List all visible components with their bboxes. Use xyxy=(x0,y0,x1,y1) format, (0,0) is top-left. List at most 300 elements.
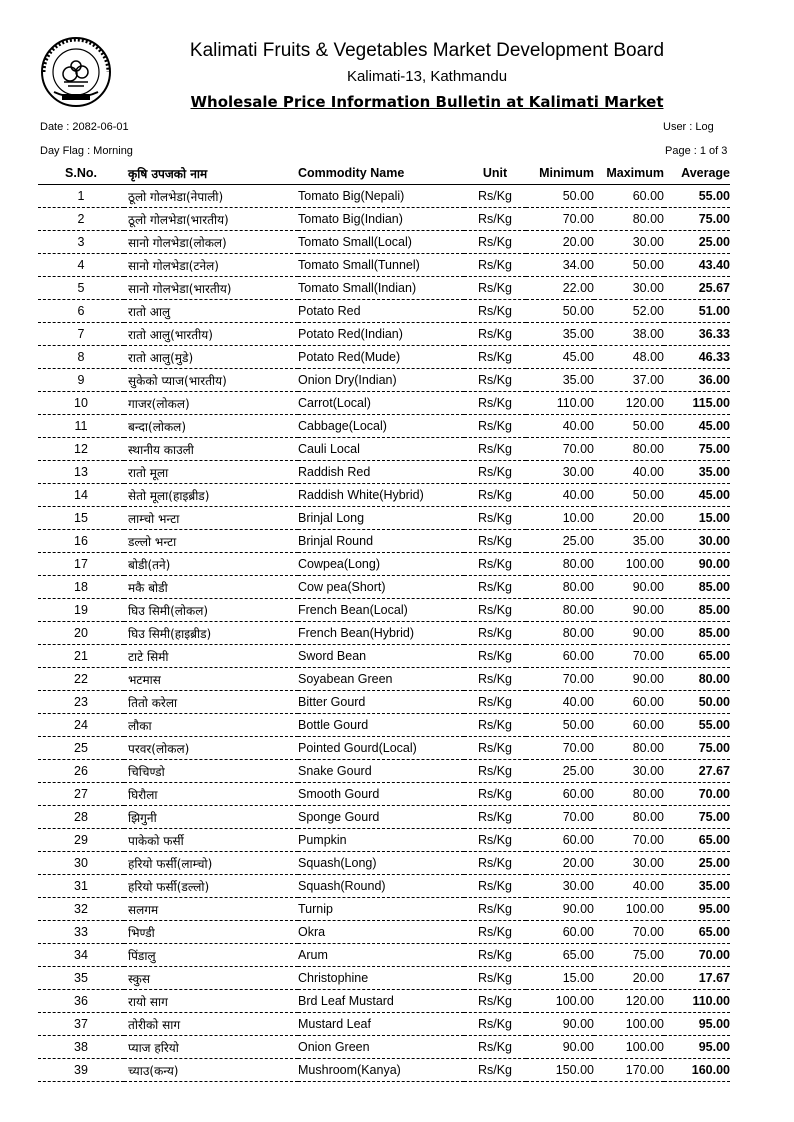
cell-commodity: Pointed Gourd(Local) xyxy=(298,737,464,760)
cell-maximum: 100.00 xyxy=(594,553,664,576)
cell-average: 25.00 xyxy=(664,852,730,875)
cell-maximum: 120.00 xyxy=(594,392,664,415)
table-row xyxy=(38,737,730,760)
cell-nepali-name: हरियो फर्सी(लाम्चो) xyxy=(124,852,298,875)
cell-minimum: 45.00 xyxy=(526,346,594,369)
cell-sno: 30 xyxy=(38,852,124,875)
table-row xyxy=(38,346,730,369)
table-row xyxy=(38,438,730,461)
cell-commodity: Cow pea(Short) xyxy=(298,576,464,599)
cell-nepali-name: रातो आलु(मुडे) xyxy=(124,346,298,369)
cell-maximum: 80.00 xyxy=(594,783,664,806)
cell-commodity: Raddish Red xyxy=(298,461,464,484)
cell-nepali-name: स्थानीय काउली xyxy=(124,438,298,461)
cell-minimum: 50.00 xyxy=(526,300,594,323)
cell-average: 25.00 xyxy=(664,231,730,254)
cell-average: 160.00 xyxy=(664,1059,730,1082)
cell-maximum: 75.00 xyxy=(594,944,664,967)
table-row xyxy=(38,231,730,254)
cell-nepali-name: पिंडालु xyxy=(124,944,298,967)
cell-maximum: 70.00 xyxy=(594,829,664,852)
cell-minimum: 90.00 xyxy=(526,898,594,921)
cell-nepali-name: ठूलो गोलभेडा(भारतीय) xyxy=(124,208,298,231)
cell-unit: Rs/Kg xyxy=(464,714,526,737)
cell-nepali-name: प्याज हरियो xyxy=(124,1036,298,1059)
cell-average: 75.00 xyxy=(664,438,730,461)
cell-average: 46.33 xyxy=(664,346,730,369)
cell-maximum: 80.00 xyxy=(594,737,664,760)
cell-commodity: Cowpea(Long) xyxy=(298,553,464,576)
table-row xyxy=(38,576,730,599)
cell-sno: 14 xyxy=(38,484,124,507)
cell-average: 70.00 xyxy=(664,783,730,806)
table-row xyxy=(38,530,730,553)
price-table xyxy=(38,162,730,1082)
day-flag: Day Flag : Morning xyxy=(40,145,133,157)
cell-sno: 33 xyxy=(38,921,124,944)
cell-commodity: Potato Red(Indian) xyxy=(298,323,464,346)
cell-sno: 3 xyxy=(38,231,124,254)
cell-unit: Rs/Kg xyxy=(464,553,526,576)
cell-maximum: 50.00 xyxy=(594,484,664,507)
cell-maximum: 100.00 xyxy=(594,898,664,921)
table-row xyxy=(38,1036,730,1059)
cell-nepali-name: भटमास xyxy=(124,668,298,691)
cell-unit: Rs/Kg xyxy=(464,300,526,323)
cell-nepali-name: टाटे सिमी xyxy=(124,645,298,668)
cell-sno: 39 xyxy=(38,1059,124,1082)
cell-maximum: 20.00 xyxy=(594,967,664,990)
header-unit: Unit xyxy=(464,162,526,185)
cell-sno: 27 xyxy=(38,783,124,806)
cell-maximum: 80.00 xyxy=(594,438,664,461)
header-sno: S.No. xyxy=(38,162,124,185)
cell-commodity: Squash(Round) xyxy=(298,875,464,898)
table-row xyxy=(38,185,730,208)
cell-unit: Rs/Kg xyxy=(464,1059,526,1082)
cell-nepali-name: स्कुस xyxy=(124,967,298,990)
table-row xyxy=(38,990,730,1013)
cell-unit: Rs/Kg xyxy=(464,438,526,461)
header-average: Average xyxy=(664,162,730,185)
cell-sno: 8 xyxy=(38,346,124,369)
cell-unit: Rs/Kg xyxy=(464,668,526,691)
cell-nepali-name: रातो मूला xyxy=(124,461,298,484)
cell-unit: Rs/Kg xyxy=(464,921,526,944)
cell-nepali-name: सानो गोलभेडा(लोकल) xyxy=(124,231,298,254)
cell-sno: 34 xyxy=(38,944,124,967)
cell-average: 17.67 xyxy=(664,967,730,990)
bulletin-title: Wholesale Price Information Bulletin at Kalimati Market xyxy=(190,93,664,111)
header-commodity: Commodity Name xyxy=(298,162,464,185)
cell-commodity: Bitter Gourd xyxy=(298,691,464,714)
cell-average: 75.00 xyxy=(664,806,730,829)
cell-maximum: 70.00 xyxy=(594,921,664,944)
cell-maximum: 80.00 xyxy=(594,806,664,829)
cell-commodity: Onion Dry(Indian) xyxy=(298,369,464,392)
cell-maximum: 30.00 xyxy=(594,277,664,300)
cell-nepali-name: सानो गोलभेडा(टनेल) xyxy=(124,254,298,277)
cell-average: 90.00 xyxy=(664,553,730,576)
cell-unit: Rs/Kg xyxy=(464,944,526,967)
cell-minimum: 34.00 xyxy=(526,254,594,277)
cell-average: 85.00 xyxy=(664,622,730,645)
table-row xyxy=(38,921,730,944)
cell-sno: 21 xyxy=(38,645,124,668)
cell-unit: Rs/Kg xyxy=(464,852,526,875)
cell-maximum: 90.00 xyxy=(594,576,664,599)
cell-unit: Rs/Kg xyxy=(464,898,526,921)
cell-maximum: 35.00 xyxy=(594,530,664,553)
header-nepali-name: कृषि उपजको नाम xyxy=(124,162,298,185)
cell-minimum: 25.00 xyxy=(526,760,594,783)
table-row xyxy=(38,369,730,392)
table-row xyxy=(38,323,730,346)
cell-sno: 9 xyxy=(38,369,124,392)
cell-minimum: 70.00 xyxy=(526,806,594,829)
cell-average: 15.00 xyxy=(664,507,730,530)
table-row xyxy=(38,668,730,691)
cell-average: 65.00 xyxy=(664,829,730,852)
table-row xyxy=(38,622,730,645)
cell-minimum: 35.00 xyxy=(526,323,594,346)
cell-commodity: Onion Green xyxy=(298,1036,464,1059)
cell-average: 65.00 xyxy=(664,645,730,668)
cell-commodity: Mustard Leaf xyxy=(298,1013,464,1036)
cell-minimum: 100.00 xyxy=(526,990,594,1013)
report-date: Date : 2082-06-01 xyxy=(40,121,129,133)
cell-commodity: Tomato Big(Nepali) xyxy=(298,185,464,208)
cell-maximum: 100.00 xyxy=(594,1036,664,1059)
cell-commodity: Snake Gourd xyxy=(298,760,464,783)
page-number: Page : 1 of 3 xyxy=(665,145,728,157)
cell-commodity: Carrot(Local) xyxy=(298,392,464,415)
cell-sno: 13 xyxy=(38,461,124,484)
table-row xyxy=(38,208,730,231)
cell-maximum: 48.00 xyxy=(594,346,664,369)
cell-average: 95.00 xyxy=(664,1036,730,1059)
cell-unit: Rs/Kg xyxy=(464,369,526,392)
cell-unit: Rs/Kg xyxy=(464,875,526,898)
cell-average: 45.00 xyxy=(664,415,730,438)
cell-sno: 19 xyxy=(38,599,124,622)
cell-average: 43.40 xyxy=(664,254,730,277)
cell-commodity: Sponge Gourd xyxy=(298,806,464,829)
cell-unit: Rs/Kg xyxy=(464,990,526,1013)
table-row xyxy=(38,277,730,300)
cell-commodity: Brinjal Long xyxy=(298,507,464,530)
cell-unit: Rs/Kg xyxy=(464,185,526,208)
cell-commodity: Smooth Gourd xyxy=(298,783,464,806)
cell-unit: Rs/Kg xyxy=(464,277,526,300)
table-row xyxy=(38,300,730,323)
cell-sno: 24 xyxy=(38,714,124,737)
cell-maximum: 30.00 xyxy=(594,760,664,783)
cell-unit: Rs/Kg xyxy=(464,530,526,553)
board-address: Kalimati-13, Kathmandu xyxy=(346,68,508,85)
cell-unit: Rs/Kg xyxy=(464,783,526,806)
table-row xyxy=(38,829,730,852)
cell-commodity: Okra xyxy=(298,921,464,944)
cell-sno: 5 xyxy=(38,277,124,300)
table-row xyxy=(38,760,730,783)
cell-minimum: 80.00 xyxy=(526,622,594,645)
cell-nepali-name: घिरौला xyxy=(124,783,298,806)
cell-maximum: 60.00 xyxy=(594,714,664,737)
cell-commodity: Sword Bean xyxy=(298,645,464,668)
cell-average: 35.00 xyxy=(664,875,730,898)
cell-minimum: 40.00 xyxy=(526,415,594,438)
cell-nepali-name: रातो आलु(भारतीय) xyxy=(124,323,298,346)
cell-nepali-name: सानो गोलभेडा(भारतीय) xyxy=(124,277,298,300)
cell-maximum: 100.00 xyxy=(594,1013,664,1036)
cell-minimum: 90.00 xyxy=(526,1036,594,1059)
cell-average: 36.33 xyxy=(664,323,730,346)
cell-commodity: Christophine xyxy=(298,967,464,990)
cell-nepali-name: परवर(लोकल) xyxy=(124,737,298,760)
cell-maximum: 90.00 xyxy=(594,599,664,622)
cell-commodity: Arum xyxy=(298,944,464,967)
cell-sno: 25 xyxy=(38,737,124,760)
table-row xyxy=(38,944,730,967)
cell-nepali-name: झिगुनी xyxy=(124,806,298,829)
table-row xyxy=(38,392,730,415)
table-row xyxy=(38,1059,730,1082)
cell-commodity: Brinjal Round xyxy=(298,530,464,553)
cell-average: 80.00 xyxy=(664,668,730,691)
cell-nepali-name: सेतो मूला(हाइब्रीड) xyxy=(124,484,298,507)
header-minimum: Minimum xyxy=(526,162,594,185)
cell-minimum: 25.00 xyxy=(526,530,594,553)
cell-minimum: 15.00 xyxy=(526,967,594,990)
cell-average: 95.00 xyxy=(664,1013,730,1036)
cell-minimum: 60.00 xyxy=(526,783,594,806)
cell-sno: 6 xyxy=(38,300,124,323)
cell-sno: 37 xyxy=(38,1013,124,1036)
cell-nepali-name: बन्दा(लोकल) xyxy=(124,415,298,438)
cell-unit: Rs/Kg xyxy=(464,1036,526,1059)
cell-sno: 32 xyxy=(38,898,124,921)
cell-commodity: Potato Red(Mude) xyxy=(298,346,464,369)
cell-maximum: 30.00 xyxy=(594,852,664,875)
cell-unit: Rs/Kg xyxy=(464,599,526,622)
cell-sno: 38 xyxy=(38,1036,124,1059)
cell-commodity: Potato Red xyxy=(298,300,464,323)
cell-nepali-name: भिण्डी xyxy=(124,921,298,944)
cell-minimum: 50.00 xyxy=(526,185,594,208)
cell-nepali-name: पाकेको फर्सी xyxy=(124,829,298,852)
cell-nepali-name: चिचिण्डो xyxy=(124,760,298,783)
cell-commodity: Tomato Small(Indian) xyxy=(298,277,464,300)
table-row xyxy=(38,254,730,277)
cell-minimum: 50.00 xyxy=(526,714,594,737)
cell-unit: Rs/Kg xyxy=(464,507,526,530)
cell-nepali-name: तितो करेला xyxy=(124,691,298,714)
cell-unit: Rs/Kg xyxy=(464,760,526,783)
cell-minimum: 10.00 xyxy=(526,507,594,530)
table-header-row xyxy=(38,162,730,185)
cell-minimum: 30.00 xyxy=(526,461,594,484)
cell-minimum: 150.00 xyxy=(526,1059,594,1082)
cell-sno: 10 xyxy=(38,392,124,415)
cell-sno: 1 xyxy=(38,185,124,208)
cell-average: 75.00 xyxy=(664,737,730,760)
cell-maximum: 50.00 xyxy=(594,254,664,277)
cell-minimum: 70.00 xyxy=(526,737,594,760)
cell-minimum: 70.00 xyxy=(526,438,594,461)
cell-average: 110.00 xyxy=(664,990,730,1013)
cell-unit: Rs/Kg xyxy=(464,392,526,415)
table-row xyxy=(38,967,730,990)
cell-average: 65.00 xyxy=(664,921,730,944)
cell-minimum: 80.00 xyxy=(526,599,594,622)
board-title: Kalimati Fruits & Vegetables Market Development Board xyxy=(189,40,665,61)
cell-maximum: 170.00 xyxy=(594,1059,664,1082)
cell-maximum: 30.00 xyxy=(594,231,664,254)
cell-unit: Rs/Kg xyxy=(464,691,526,714)
cell-sno: 31 xyxy=(38,875,124,898)
cell-average: 85.00 xyxy=(664,599,730,622)
cell-average: 30.00 xyxy=(664,530,730,553)
cell-unit: Rs/Kg xyxy=(464,254,526,277)
cell-average: 35.00 xyxy=(664,461,730,484)
cell-nepali-name: घिउ सिमी(हाइब्रीड) xyxy=(124,622,298,645)
cell-unit: Rs/Kg xyxy=(464,1013,526,1036)
cell-maximum: 120.00 xyxy=(594,990,664,1013)
cell-commodity: Tomato Small(Tunnel) xyxy=(298,254,464,277)
cell-average: 50.00 xyxy=(664,691,730,714)
cell-maximum: 40.00 xyxy=(594,875,664,898)
cell-maximum: 50.00 xyxy=(594,415,664,438)
header-maximum: Maximum xyxy=(594,162,664,185)
cell-minimum: 22.00 xyxy=(526,277,594,300)
cell-sno: 11 xyxy=(38,415,124,438)
cell-unit: Rs/Kg xyxy=(464,461,526,484)
table-row xyxy=(38,507,730,530)
cell-average: 95.00 xyxy=(664,898,730,921)
cell-nepali-name: सलगम xyxy=(124,898,298,921)
cell-minimum: 35.00 xyxy=(526,369,594,392)
cell-sno: 23 xyxy=(38,691,124,714)
cell-average: 25.67 xyxy=(664,277,730,300)
cell-unit: Rs/Kg xyxy=(464,323,526,346)
table-row xyxy=(38,783,730,806)
cell-maximum: 40.00 xyxy=(594,461,664,484)
cell-maximum: 60.00 xyxy=(594,691,664,714)
cell-commodity: Tomato Big(Indian) xyxy=(298,208,464,231)
cell-minimum: 60.00 xyxy=(526,645,594,668)
cell-minimum: 65.00 xyxy=(526,944,594,967)
table-row xyxy=(38,852,730,875)
cell-minimum: 30.00 xyxy=(526,875,594,898)
cell-nepali-name: च्याउ(कन्य) xyxy=(124,1059,298,1082)
cell-commodity: Pumpkin xyxy=(298,829,464,852)
cell-unit: Rs/Kg xyxy=(464,346,526,369)
cell-unit: Rs/Kg xyxy=(464,208,526,231)
cell-unit: Rs/Kg xyxy=(464,829,526,852)
cell-minimum: 60.00 xyxy=(526,829,594,852)
cell-unit: Rs/Kg xyxy=(464,967,526,990)
cell-average: 51.00 xyxy=(664,300,730,323)
cell-unit: Rs/Kg xyxy=(464,645,526,668)
table-row xyxy=(38,484,730,507)
cell-minimum: 40.00 xyxy=(526,691,594,714)
cell-commodity: Cauli Local xyxy=(298,438,464,461)
cell-average: 55.00 xyxy=(664,714,730,737)
cell-sno: 36 xyxy=(38,990,124,1013)
cell-average: 115.00 xyxy=(664,392,730,415)
cell-maximum: 70.00 xyxy=(594,645,664,668)
cell-sno: 16 xyxy=(38,530,124,553)
cell-unit: Rs/Kg xyxy=(464,231,526,254)
cell-unit: Rs/Kg xyxy=(464,415,526,438)
cell-minimum: 80.00 xyxy=(526,553,594,576)
cell-nepali-name: घिउ सिमी(लोकल) xyxy=(124,599,298,622)
report-user: User : Log xyxy=(663,121,714,133)
table-row xyxy=(38,599,730,622)
cell-nepali-name: तोरीको साग xyxy=(124,1013,298,1036)
cell-sno: 15 xyxy=(38,507,124,530)
cell-minimum: 70.00 xyxy=(526,668,594,691)
cell-commodity: Squash(Long) xyxy=(298,852,464,875)
table-row xyxy=(38,898,730,921)
cell-sno: 7 xyxy=(38,323,124,346)
cell-unit: Rs/Kg xyxy=(464,737,526,760)
cell-nepali-name: हरियो फर्सी(डल्लो) xyxy=(124,875,298,898)
cell-sno: 28 xyxy=(38,806,124,829)
cell-maximum: 20.00 xyxy=(594,507,664,530)
cell-nepali-name: मकै बोडी xyxy=(124,576,298,599)
cell-commodity: Raddish White(Hybrid) xyxy=(298,484,464,507)
cell-nepali-name: लौका xyxy=(124,714,298,737)
cell-nepali-name: बोडी(तने) xyxy=(124,553,298,576)
cell-nepali-name: गाजर(लोकल) xyxy=(124,392,298,415)
table-row xyxy=(38,806,730,829)
cell-commodity: French Bean(Hybrid) xyxy=(298,622,464,645)
table-row xyxy=(38,691,730,714)
cell-commodity: Mushroom(Kanya) xyxy=(298,1059,464,1082)
table-row xyxy=(38,461,730,484)
cell-unit: Rs/Kg xyxy=(464,622,526,645)
cell-sno: 29 xyxy=(38,829,124,852)
cell-maximum: 38.00 xyxy=(594,323,664,346)
cell-average: 45.00 xyxy=(664,484,730,507)
cell-average: 75.00 xyxy=(664,208,730,231)
cell-average: 27.67 xyxy=(664,760,730,783)
cell-nepali-name: ठूलो गोलभेडा(नेपाली) xyxy=(124,185,298,208)
cell-unit: Rs/Kg xyxy=(464,484,526,507)
cell-commodity: Tomato Small(Local) xyxy=(298,231,464,254)
table-row xyxy=(38,875,730,898)
cell-maximum: 90.00 xyxy=(594,622,664,645)
cell-unit: Rs/Kg xyxy=(464,576,526,599)
cell-nepali-name: रायो साग xyxy=(124,990,298,1013)
cell-sno: 2 xyxy=(38,208,124,231)
cell-sno: 17 xyxy=(38,553,124,576)
cell-sno: 18 xyxy=(38,576,124,599)
cell-minimum: 70.00 xyxy=(526,208,594,231)
cell-sno: 26 xyxy=(38,760,124,783)
cell-minimum: 40.00 xyxy=(526,484,594,507)
cell-average: 55.00 xyxy=(664,185,730,208)
table-row xyxy=(38,553,730,576)
table-row xyxy=(38,1013,730,1036)
cell-commodity: Brd Leaf Mustard xyxy=(298,990,464,1013)
cell-commodity: Bottle Gourd xyxy=(298,714,464,737)
cell-minimum: 20.00 xyxy=(526,852,594,875)
table-row xyxy=(38,415,730,438)
cell-commodity: Soyabean Green xyxy=(298,668,464,691)
